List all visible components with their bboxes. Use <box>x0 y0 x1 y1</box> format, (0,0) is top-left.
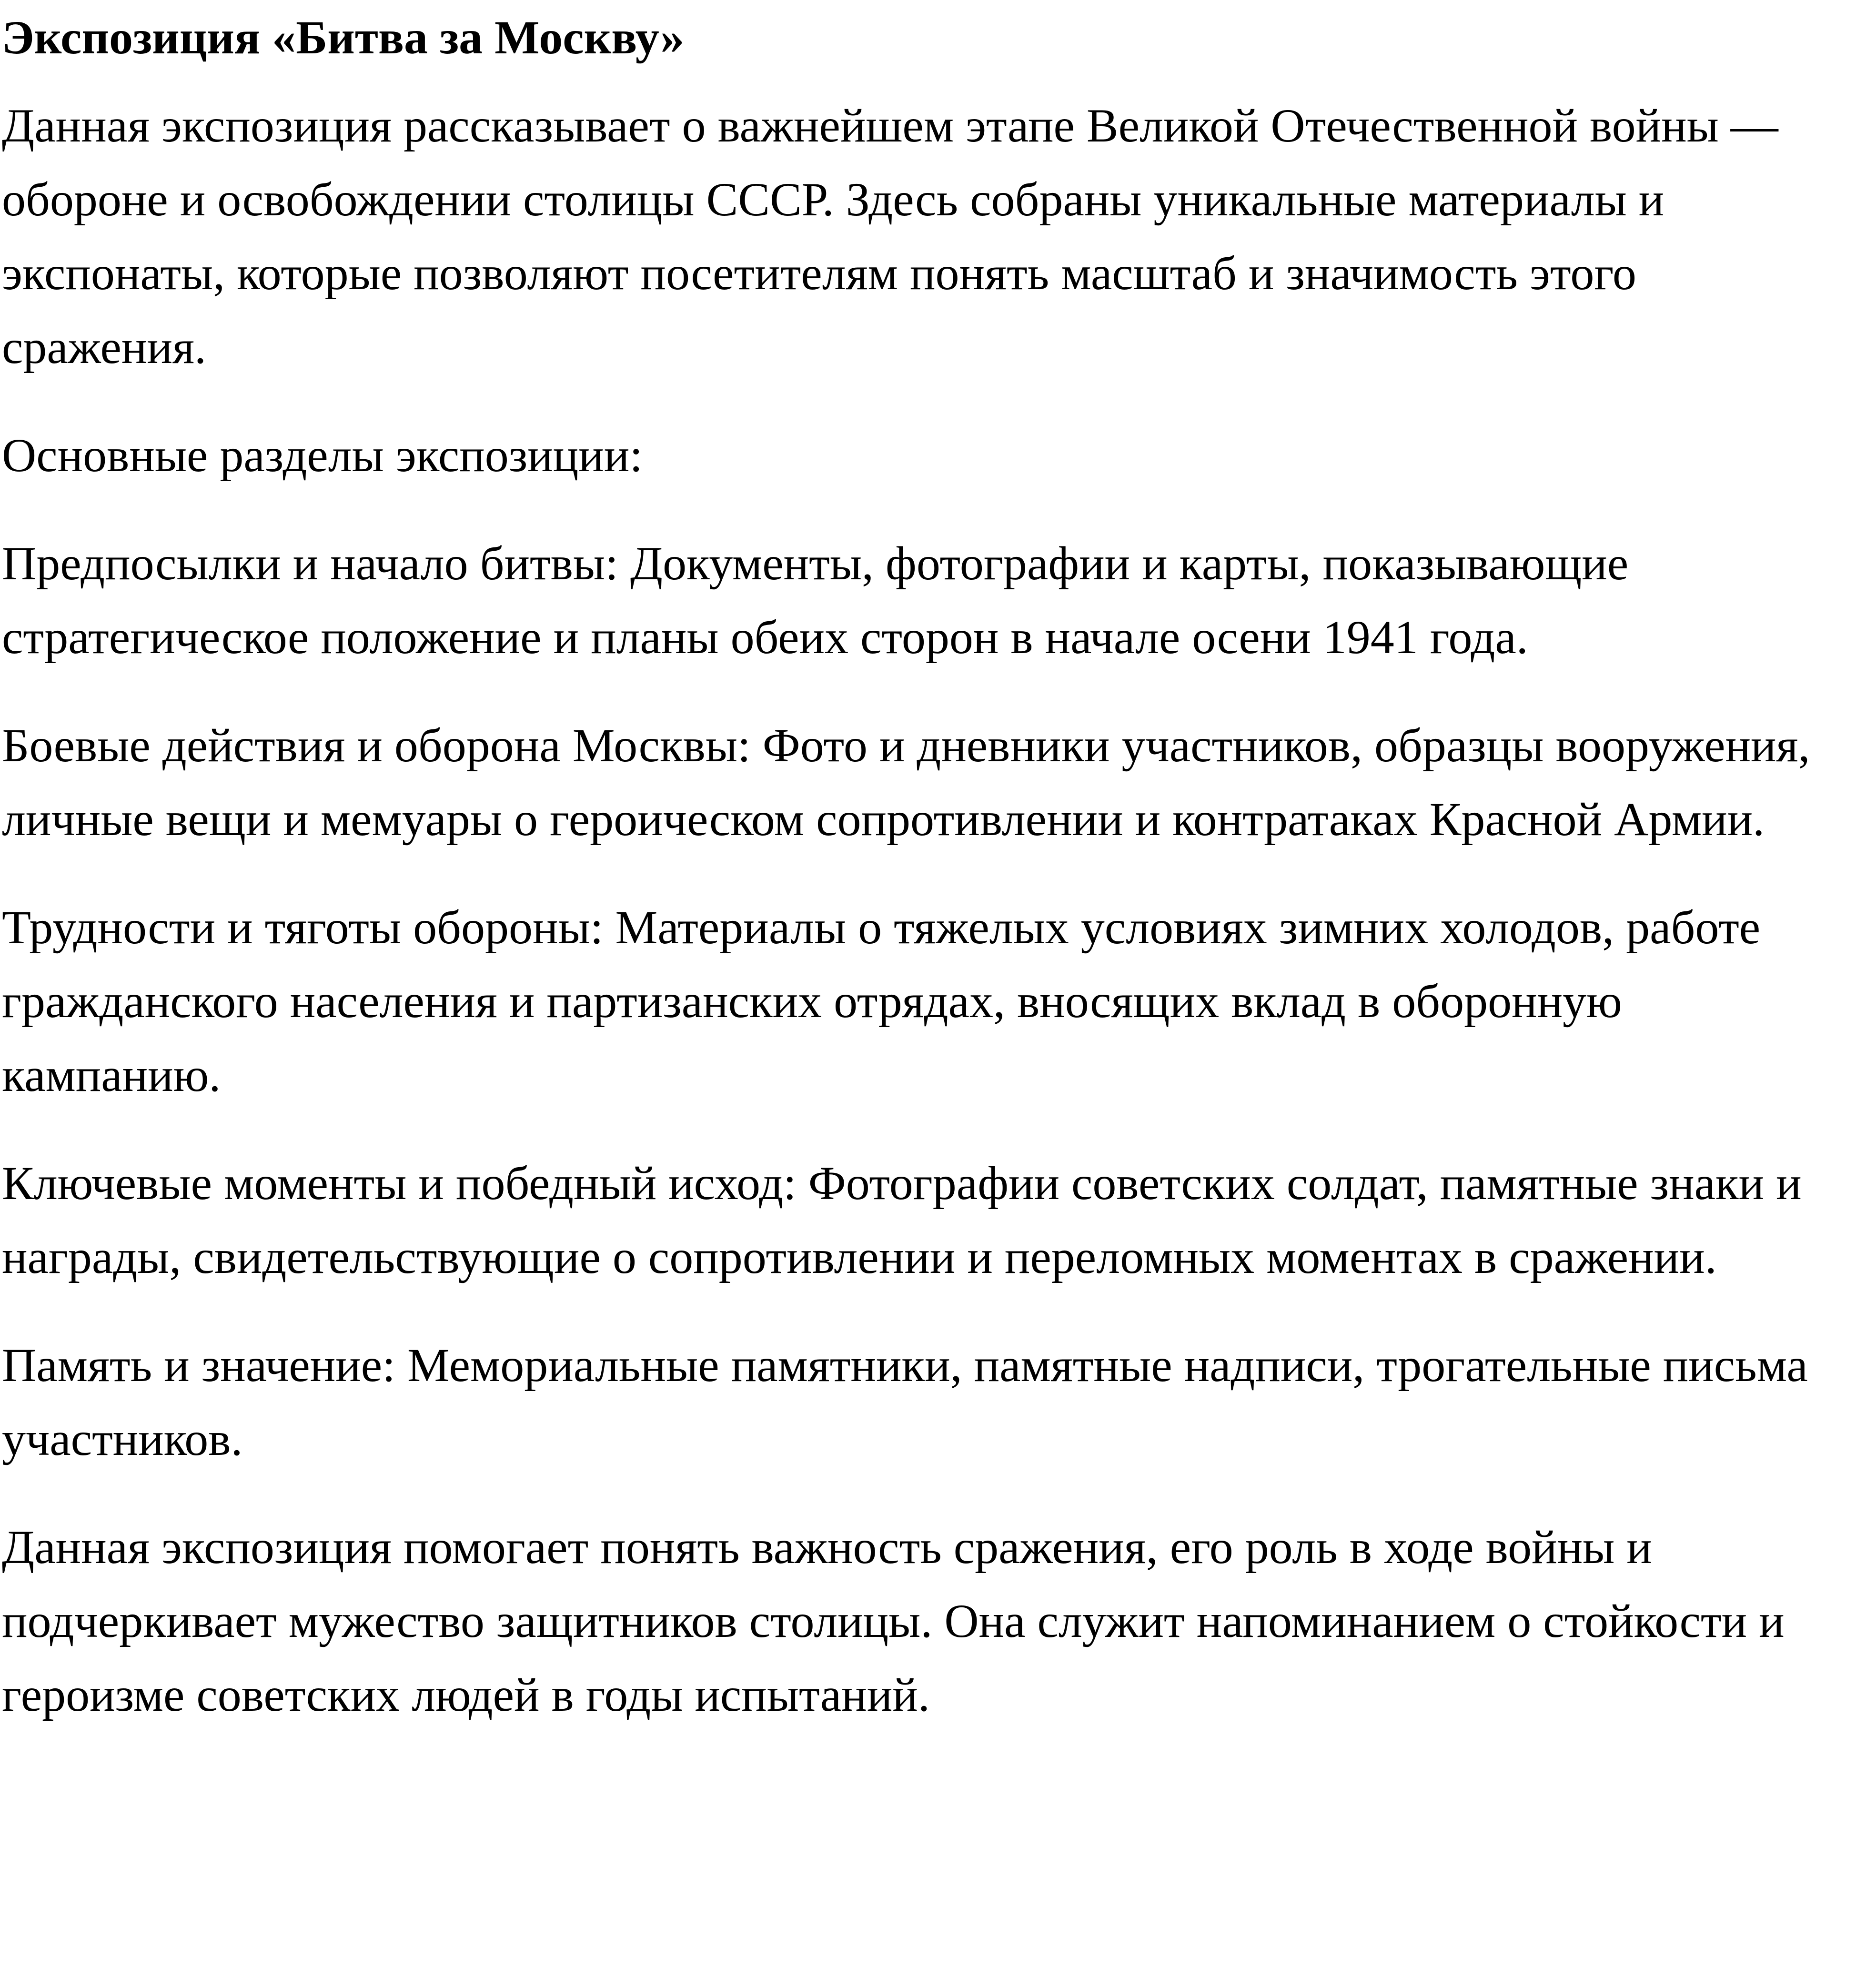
intro-paragraph: Данная экспозиция рассказывает о важнейшем этапе Великой Отечественной войны — обороне и освобождении столицы СССР. Здесь собраны уникальные материалы и экспонаты, которые позволяют посетителям понять масштаб и значимость этого сражения. <box>2 99 1778 373</box>
sections-heading: Основные разделы экспозиции: <box>2 429 643 482</box>
section-paragraph-3: Трудности и тяготы обороны: Материалы о тяжелых условиях зимних холодов, работе гражданского населения и партизанских отрядах, вносящих вклад в оборонную кампанию. <box>2 901 1761 1101</box>
section-paragraph-2: Боевые действия и оборона Москвы: Фото и дневники участников, образцы вооружения, личные вещи и мемуары о героическом сопротивлении и контратаках Красной Армии. <box>2 719 1810 846</box>
conclusion-paragraph: Данная экспозиция помогает понять важность сражения, его роль в ходе войны и подчеркивает мужество защитников столицы. Она служит напоминанием о стойкости и героизме советских людей в годы испытаний. <box>2 1521 1785 1721</box>
section-paragraph-1: Предпосылки и начало битвы: Документы, фотографии и карты, показывающие стратегическое положение и планы обеих сторон в начале осени 1941 года. <box>2 537 1629 664</box>
document-title: Экспозиция «Битва за Москву» <box>2 11 685 64</box>
section-paragraph-5: Память и значение: Мемориальные памятники, памятные надписи, трогательные письма участников. <box>2 1339 1808 1465</box>
section-paragraph-4: Ключевые моменты и победный исход: Фотографии советских солдат, памятные знаки и награды, свидетельствующие о сопротивлении и переломных моментах в сражении. <box>2 1157 1802 1283</box>
